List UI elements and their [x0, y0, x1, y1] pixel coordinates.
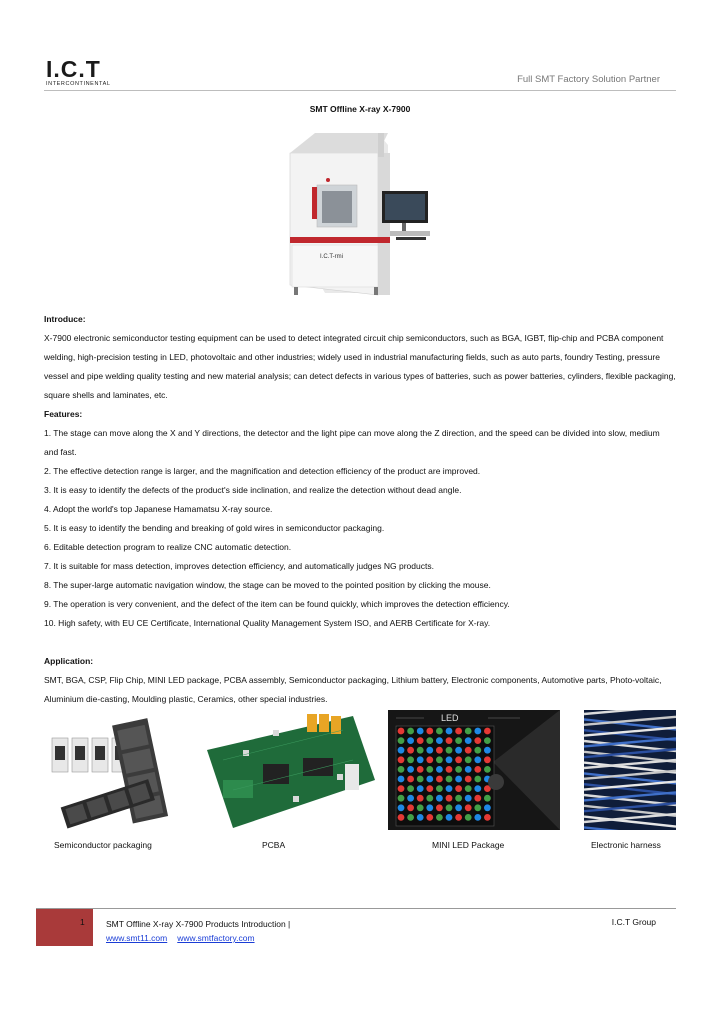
led-dot: [465, 756, 472, 763]
led-dot: [407, 795, 414, 802]
led-dot: [426, 766, 433, 773]
feature-item: 2. The effective detection range is larger, and the magnification and detection efficiency of the product are improved.: [44, 466, 481, 476]
led-dot: [455, 795, 462, 802]
led-dot: [455, 814, 462, 821]
led-dot: [436, 737, 443, 744]
led-dot: [446, 795, 453, 802]
led-dot: [446, 804, 453, 811]
led-dot: [436, 804, 443, 811]
led-dot: [474, 814, 481, 821]
footer-company: I.C.T Group: [611, 917, 656, 927]
header-divider: [44, 90, 676, 91]
feature-item: 1. The stage can move along the X and Y directions, the detector and the light pipe can move along the Z direction, and the speed can be divided into slow, medium and fast.: [44, 428, 660, 457]
introduce-text: X-7900 electronic semiconductor testing equipment can be used to detect integrated circuit chip semiconductors, such as BGA, IGBT, flip-chip and PCBA component welding, high-precision testing in LED, photovoltaic and other industries; widely used in industrial manufacturing fields, such as auto parts, foundry Testing, pressure vessel and pipe welding quality testing and new material analysis; can detect defects in various types of batteries, such as power batteries, cylinders, flexible packaging, square shells and laminates, etc.: [44, 333, 676, 400]
led-dot: [484, 804, 491, 811]
footer-link-smtfactory[interactable]: www.smtfactory.com: [177, 933, 255, 943]
led-dot: [436, 785, 443, 792]
led-dot: [484, 795, 491, 802]
led-dot: [398, 728, 405, 735]
led-dot: [417, 766, 424, 773]
led-dot: [455, 785, 462, 792]
led-dot: [455, 804, 462, 811]
led-dot: [436, 795, 443, 802]
machine-brand-label: I.C.T-rmi: [320, 254, 343, 260]
led-dot: [474, 804, 481, 811]
led-dot: [465, 747, 472, 754]
application-heading: Application:: [44, 656, 94, 666]
led-image-label: LED: [441, 713, 459, 723]
led-dot: [465, 785, 472, 792]
led-dot: [426, 814, 433, 821]
led-dot: [474, 737, 481, 744]
led-dot: [465, 728, 472, 735]
led-dot: [426, 795, 433, 802]
introduce-heading: Introduce:: [44, 314, 86, 324]
led-dot: [465, 776, 472, 783]
led-dot: [446, 785, 453, 792]
feature-item: 8. The super-large automatic navigation window, the stage can be moved to the pointed position by clicking the mouse.: [44, 580, 491, 590]
page-number: 1: [80, 917, 85, 927]
company-logo: [46, 58, 136, 90]
semiconductor-packaging-image: [44, 710, 179, 830]
led-dot: [436, 747, 443, 754]
led-dot: [446, 728, 453, 735]
feature-item: 9. The operation is very convenient, and the defect of the item can be found quickly, which improves the detection efficiency.: [44, 599, 510, 609]
feature-item: 7. It is suitable for mass detection, improves detection efficiency, and automatically judges NG products.: [44, 561, 434, 571]
led-dot: [407, 747, 414, 754]
led-dot: [407, 756, 414, 763]
led-dot: [474, 766, 481, 773]
led-dot: [474, 756, 481, 763]
led-dot: [398, 785, 405, 792]
features-heading: Features:: [44, 409, 83, 419]
logo-mark: I.C.T: [46, 56, 101, 82]
led-dot: [455, 776, 462, 783]
caption-semiconductor: Semiconductor packaging: [54, 840, 152, 850]
led-dot: [407, 737, 414, 744]
led-dot: [398, 804, 405, 811]
led-dot: [474, 795, 481, 802]
led-dot: [398, 756, 405, 763]
led-dot: [484, 737, 491, 744]
caption-harness: Electronic harness: [591, 840, 661, 850]
led-dot: [426, 728, 433, 735]
feature-item: 4. Adopt the world's top Japanese Hamamatsu X-ray source.: [44, 504, 273, 514]
led-dot: [446, 737, 453, 744]
led-dot: [465, 804, 472, 811]
footer-link-smt11[interactable]: www.smt11.com: [106, 933, 168, 943]
led-dot: [417, 814, 424, 821]
led-dot: [455, 747, 462, 754]
led-dot: [465, 814, 472, 821]
led-dot: [436, 776, 443, 783]
led-dot: [407, 804, 414, 811]
caption-mini-led: MINI LED Package: [432, 840, 505, 850]
led-dot: [398, 776, 405, 783]
led-dot: [446, 756, 453, 763]
led-dot: [455, 766, 462, 773]
led-dot: [484, 747, 491, 754]
feature-item: 3. It is easy to identify the defects of the product's side inclination, and realize the detection without dead angle.: [44, 485, 462, 495]
content-body: [44, 310, 676, 709]
led-dot: [436, 756, 443, 763]
led-dot: [465, 795, 472, 802]
led-dot: [446, 766, 453, 773]
led-dot: [455, 756, 462, 763]
feature-item: 5. It is easy to identify the bending and breaking of gold wires in semiconductor packaging.: [44, 523, 385, 533]
led-dot: [417, 728, 424, 735]
led-dot: [426, 804, 433, 811]
footer-title: SMT Offline X-ray X-7900 Products Introduction |: [106, 919, 291, 929]
electronic-harness-image: [584, 710, 676, 830]
led-dot: [407, 776, 414, 783]
led-dot: [474, 728, 481, 735]
led-dot: [484, 756, 491, 763]
led-dot: [426, 747, 433, 754]
feature-item: 6. Editable detection program to realize CNC automatic detection.: [44, 542, 292, 552]
footer-divider: [36, 908, 676, 909]
led-dot: [484, 728, 491, 735]
led-dot: [474, 776, 481, 783]
led-dot: [407, 728, 414, 735]
footer-text: [106, 917, 290, 945]
led-dot: [417, 795, 424, 802]
led-dot: [417, 804, 424, 811]
led-dot: [417, 776, 424, 783]
led-dot: [407, 814, 414, 821]
led-dot: [446, 747, 453, 754]
led-dot: [417, 785, 424, 792]
led-dot: [398, 747, 405, 754]
led-dot: [426, 756, 433, 763]
led-dot: [474, 747, 481, 754]
caption-pcba: PCBA: [262, 840, 286, 850]
led-dot: [436, 728, 443, 735]
led-dot: [465, 737, 472, 744]
mini-led-package-image: [388, 710, 560, 830]
led-dot: [398, 795, 405, 802]
led-dot: [426, 737, 433, 744]
led-dot: [436, 766, 443, 773]
led-dot: [407, 785, 414, 792]
pcba-image: [203, 710, 377, 830]
led-dot: [398, 766, 405, 773]
application-text: SMT, BGA, CSP, Flip Chip, MINI LED package, PCBA assembly, Semiconductor packaging, Lithium battery, Electronic components, Automotive parts, Photo-voltaic, Aluminium die-casting, Moulding plastic, Ceramics, other special industries.: [44, 675, 662, 704]
logo-subtext: INTERCONTINENTAL: [46, 81, 111, 87]
led-dot: [446, 814, 453, 821]
led-dot: [398, 737, 405, 744]
led-dot: [426, 776, 433, 783]
led-dot: [417, 747, 424, 754]
led-dot: [398, 814, 405, 821]
led-dot: [455, 728, 462, 735]
xray-machine-image: [270, 125, 450, 305]
led-dot: [465, 766, 472, 773]
led-dot: [484, 766, 491, 773]
header-tagline: Full SMT Factory Solution Partner: [517, 74, 660, 85]
led-dot: [426, 785, 433, 792]
led-dot: [436, 814, 443, 821]
led-dot: [417, 737, 424, 744]
led-dot: [417, 756, 424, 763]
led-dot: [455, 737, 462, 744]
led-dot: [446, 776, 453, 783]
led-dot: [407, 766, 414, 773]
feature-item: 10. High safety, with EU CE Certificate, International Quality Management System ISO, and AERB Certificate for X-ray.: [44, 618, 491, 628]
document-title: SMT Offline X-ray X-7900: [309, 104, 411, 114]
led-dot: [474, 785, 481, 792]
footer-page-box: [36, 909, 93, 946]
led-dot: [484, 814, 491, 821]
